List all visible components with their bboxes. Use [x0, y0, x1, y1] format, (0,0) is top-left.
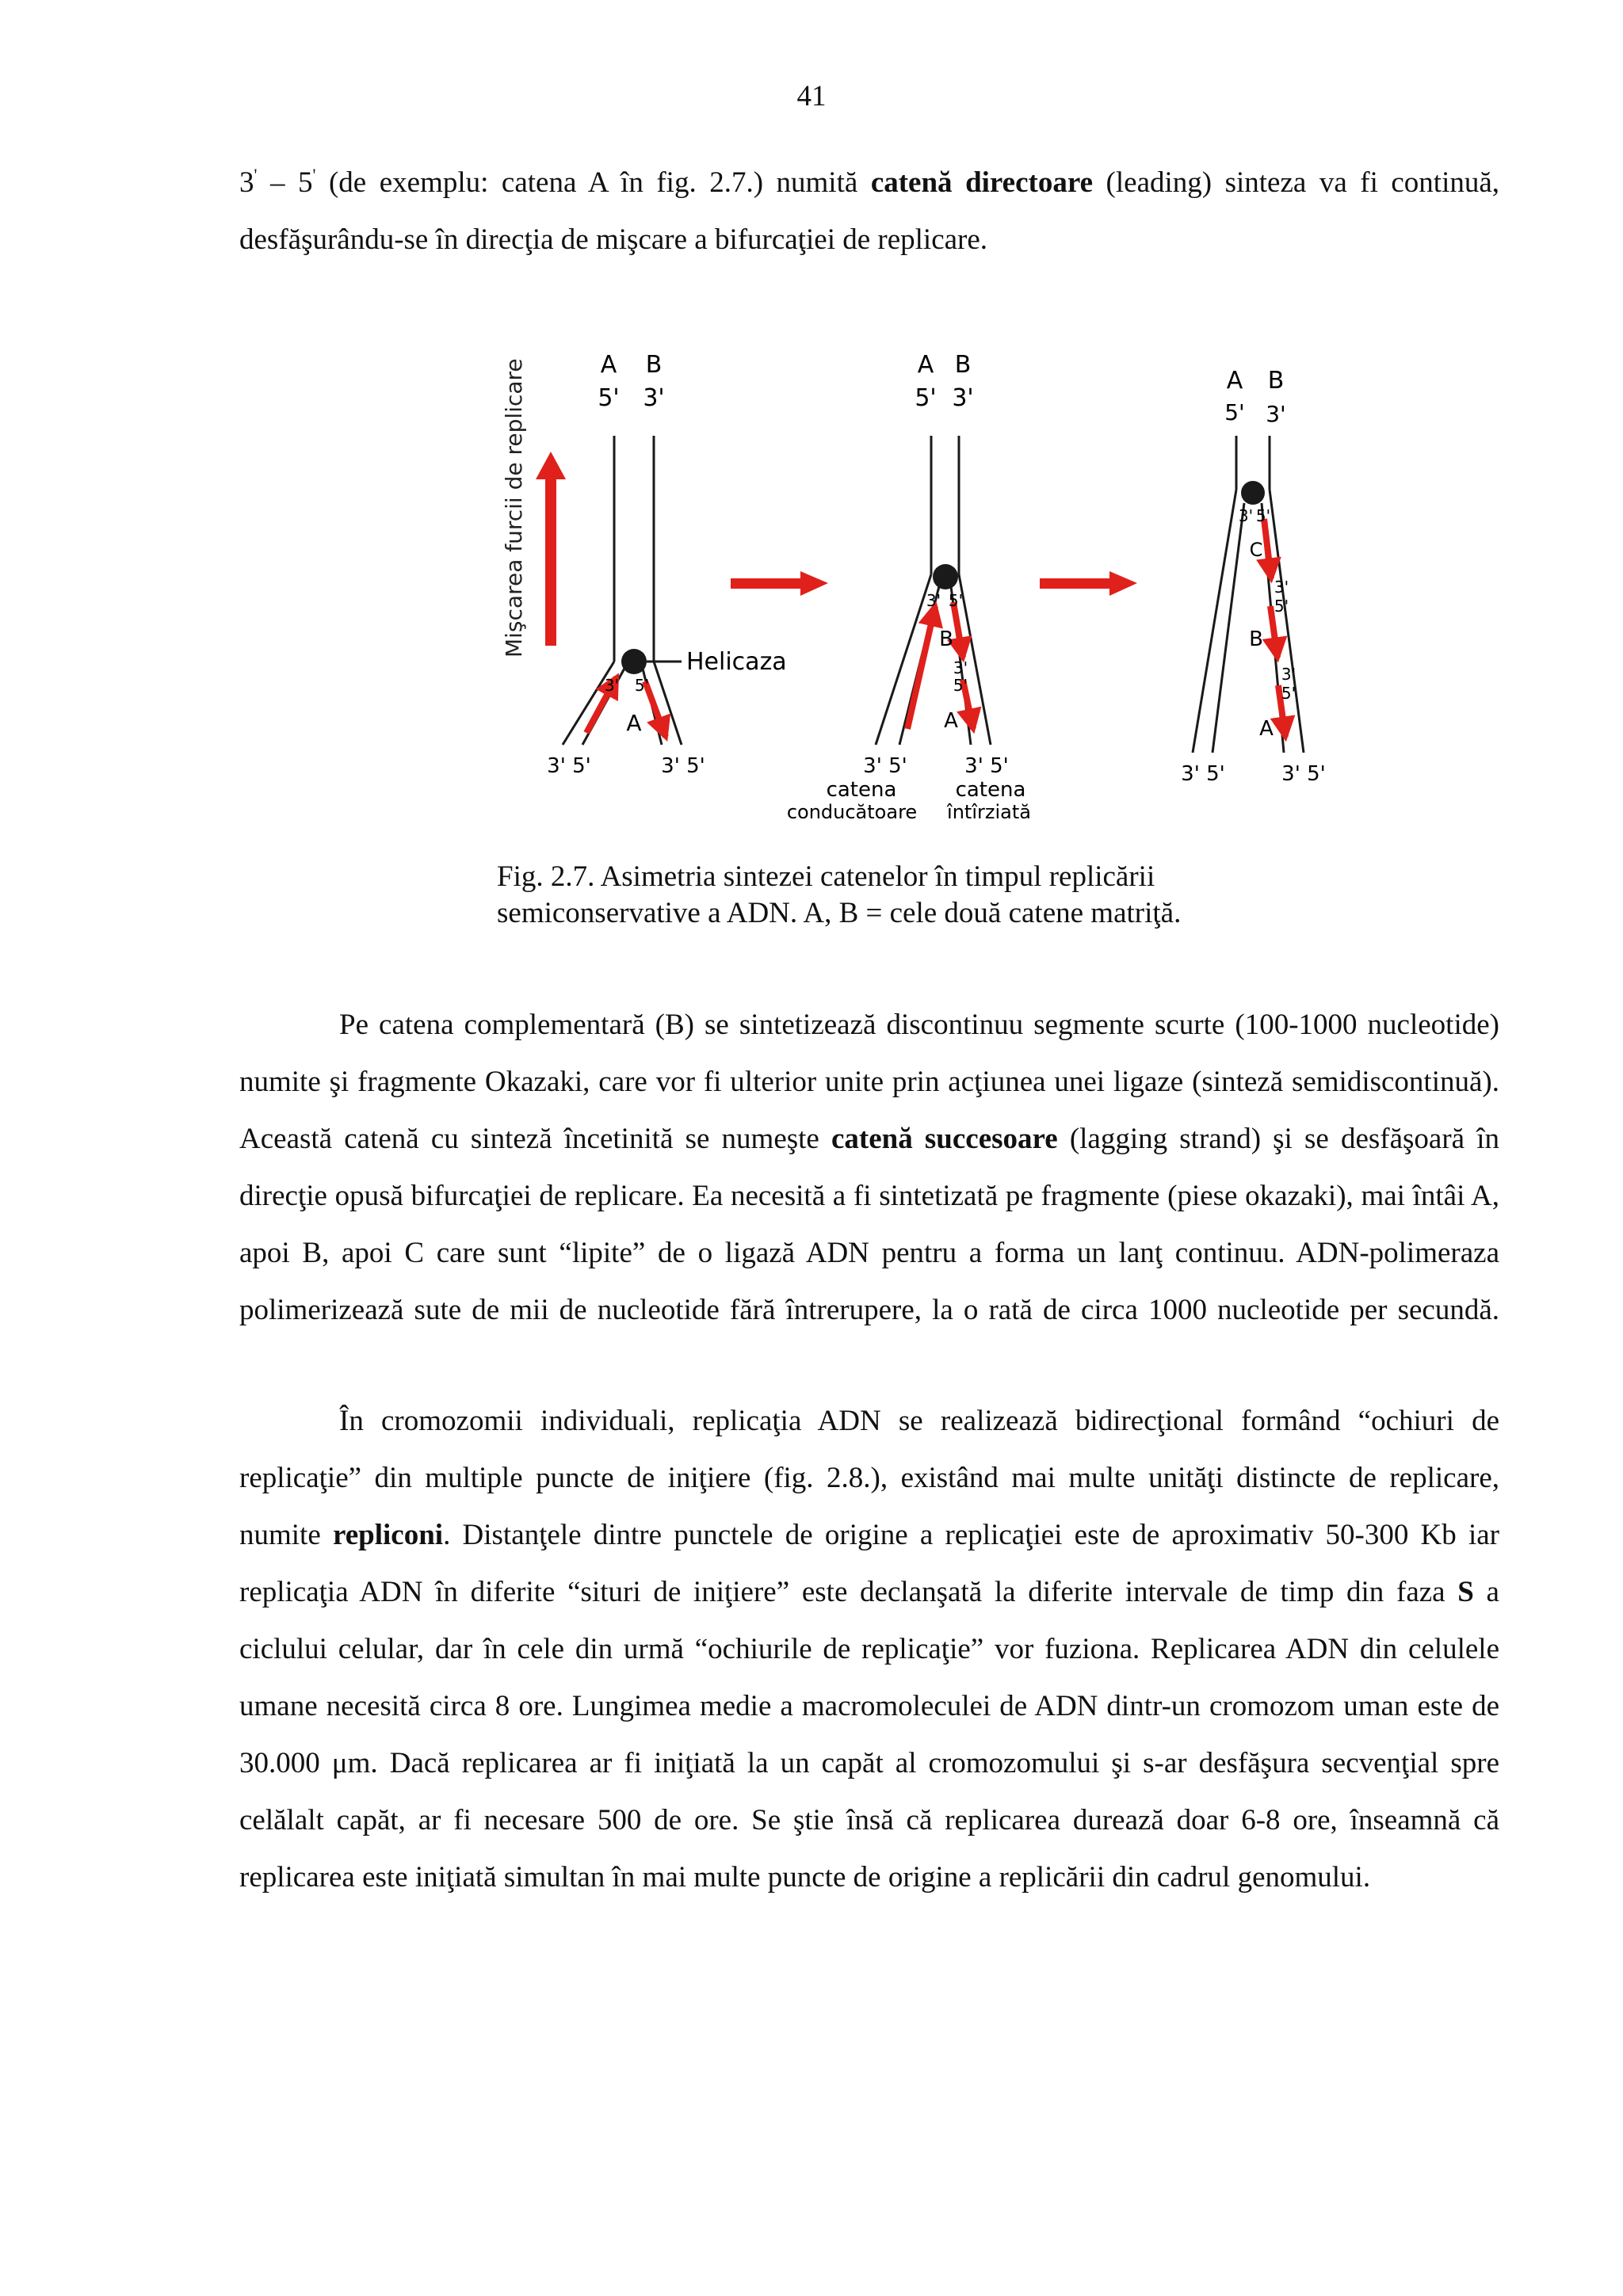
bottom-left: 3' 5': [863, 754, 907, 778]
transition-arrow-2-head: [1109, 571, 1137, 596]
intro-paragraph: 3' – 5' (de exemplu: catena A în fig. 2.7.) numită catenă directoare (leading) sinteza va fi continuă, desfăşurându-se în direcţia de mişcare a bifurcaţiei de replicare.: [239, 165, 1500, 256]
leading-strand-term: catenă directoare: [870, 166, 1094, 199]
helicase-label: Helicaza: [686, 648, 787, 676]
mid-3: 3': [953, 658, 968, 677]
strand-A: A: [944, 709, 958, 733]
top-5: 5': [915, 384, 937, 412]
fork-3: 3': [1238, 506, 1254, 525]
replication-fork-figure: [475, 349, 1387, 856]
label-A: A: [1226, 367, 1243, 395]
caption-left-1: catena: [826, 778, 897, 802]
fork-5: 5': [948, 591, 964, 610]
top-3: 3': [643, 384, 665, 412]
paragraph-replicons: În cromozomii individuali, replicaţia ADN se realizează bidirecţional formând “ochiuri de replicaţie” din multiple puncte de iniţiere (fig. 2.8.), existând mai multe unităţi distincte de replicare, numite repliconi. Distanţele dintre punctele de origine a replicaţiei este de aproximativ 50-300 Kb iar replicaţia ADN în diferite “situri de iniţiere” este declanşată la diferite intervale de timp din faza S a ciclului celular, dar în cele din urmă “ochiurile de replicaţie” vor fuziona. Replicarea ADN din celulele umane necesită circa 8 ore. Lungimea medie a macromoleculei de ADN dintr-un cromozom uman este de 30.000 μm. Dacă replicarea ar fi iniţiată la un capăt al cromozomului şi s-ar desfăşura secvenţial spre celălalt capăt, ar fi necesare 500 de ore. Se ştie însă că replicarea durează doar 6-8 ore, înseamnă că replicarea este iniţiată simultan în mai multe puncte de origine a replicării din cadrul genomului.: [239, 1405, 1499, 1894]
caption-left-2: conducătoare: [786, 801, 918, 823]
b-5: 5': [1281, 684, 1296, 703]
mid-5: 5': [953, 676, 968, 695]
strand-C: C: [1249, 539, 1263, 561]
top-3: 3': [1266, 401, 1286, 427]
label-B: B: [1267, 367, 1285, 395]
strand-B: B: [1249, 627, 1263, 651]
panel-1: [501, 351, 787, 778]
leading-arrow-2: [907, 606, 935, 729]
strand-A: A: [626, 710, 642, 736]
top-5: 5': [598, 384, 620, 412]
transition-arrow-2-shaft: [1040, 578, 1111, 589]
caption-line-2: semiconservative a ADN. A, B = cele două catene matriţă.: [497, 897, 1182, 929]
strand-B: B: [939, 627, 953, 651]
transition-arrow-1-shaft: [731, 578, 802, 589]
transition-arrow-1-head: [800, 571, 828, 596]
panel-2: [787, 351, 1031, 823]
figure-caption: [497, 859, 1369, 932]
c-3: 3': [1274, 578, 1289, 597]
fork-5: 5': [1255, 506, 1271, 525]
panel-3: [1181, 367, 1326, 786]
fork-5: 5': [634, 676, 650, 695]
replicons-term: repliconi: [332, 1519, 444, 1551]
lagging-strand-term: catenă succesoare: [831, 1123, 1058, 1155]
label-B: B: [954, 351, 972, 379]
fork-movement-arrow-shaft: [545, 475, 556, 646]
top-5: 5': [1224, 399, 1245, 425]
helicase-dot: [621, 649, 647, 674]
fork-movement-arrow-head: [536, 452, 566, 479]
side-label: Mişcarea furcii de replicare: [501, 358, 527, 658]
bottom-right: 3' 5': [964, 754, 1009, 778]
label-B: B: [645, 351, 663, 379]
label-A: A: [600, 351, 617, 379]
caption-right-1: catena: [955, 778, 1026, 802]
bottom-left: 3' 5': [547, 754, 591, 778]
c-5: 5': [1274, 597, 1289, 616]
paragraph-lagging-strand: Pe catena complementară (B) se sintetizează discontinuu segmente scurte (100-1000 nucleotide) numite şi fragmente Okazaki, care vor fi ulterior unite prin acţiunea unei ligaze (sinteză semidiscontinuă). Această catenă cu sinteză încetinită se numeşte catenă succesoare (lagging strand) şi se desfăşoară în direcţie opusă bifurcaţiei de replicare. Ea necesită a fi sintetizată pe fragmente (piese okazaki), mai întâi A, apoi B, apoi C care sunt “lipite” de o ligază ADN pentru a forma un lanţ continuu. ADN-polimeraza polimerizează sute de mii de nucleotide fără întrerupere, la o rată de circa 1000 nucleotide per secundă.: [239, 1009, 1499, 1326]
bottom-right: 3' 5': [661, 754, 705, 778]
strand-A: A: [1259, 717, 1274, 741]
fork-3: 3': [604, 676, 620, 695]
lagging-arrow-3c: [1264, 519, 1271, 578]
helicase-dot: [1241, 481, 1265, 505]
bottom-left: 3' 5': [1181, 762, 1225, 786]
bottom-right: 3' 5': [1281, 762, 1326, 786]
caption-line-1: Fig. 2.7. Asimetria sintezei catenelor în timpul replicării: [497, 860, 1155, 893]
s-phase-term: S: [1457, 1576, 1474, 1608]
top-3: 3': [952, 384, 974, 412]
helicase-dot: [933, 564, 958, 589]
b-3: 3': [1281, 665, 1296, 684]
caption-right-2: întîrziată: [947, 801, 1031, 823]
label-A: A: [917, 351, 934, 379]
fork-3: 3': [926, 591, 941, 610]
page-number: 41: [796, 80, 827, 113]
